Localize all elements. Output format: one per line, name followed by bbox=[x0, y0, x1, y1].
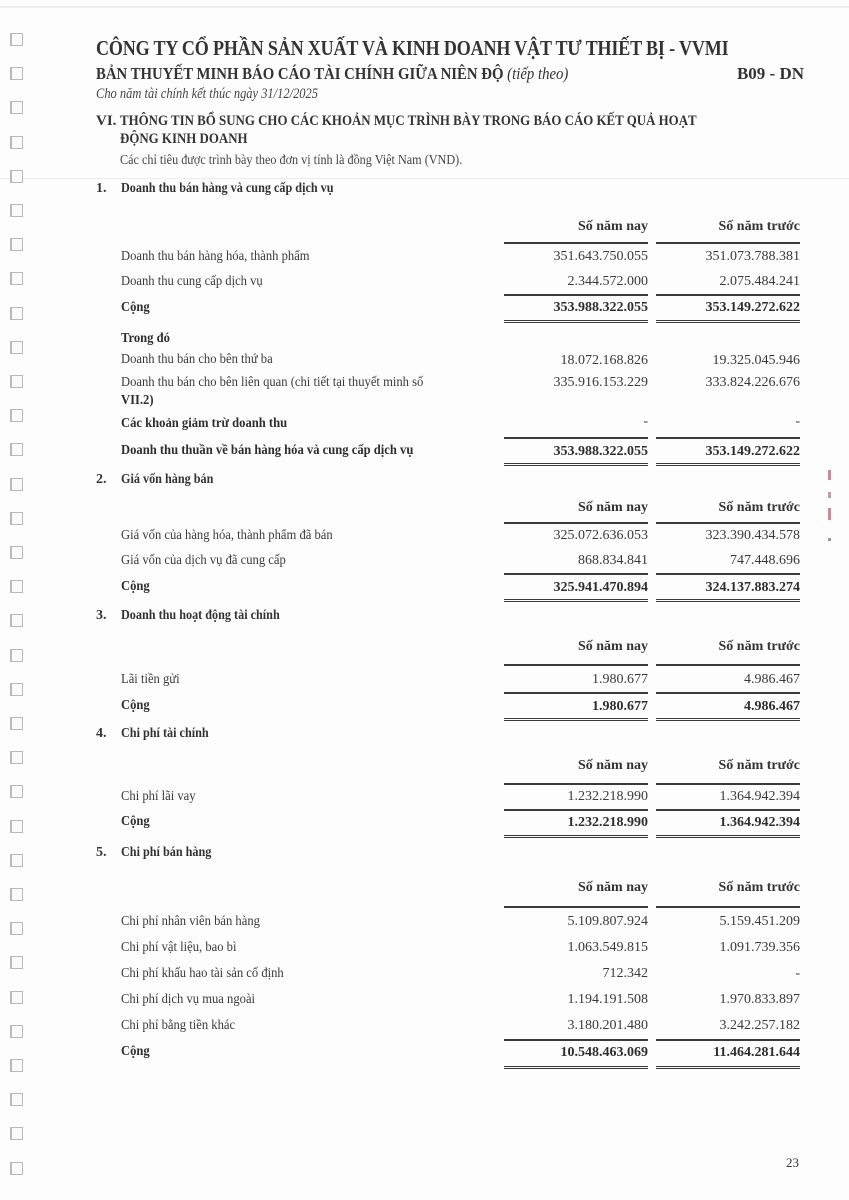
header-rule bbox=[504, 522, 648, 524]
report-title-text: BẢN THUYẾT MINH BÁO CÁO TÀI CHÍNH GIỮA NIÊN ĐỘ bbox=[96, 64, 504, 83]
column-header-current: Số năm nay bbox=[577, 639, 648, 654]
binding-square-icon bbox=[10, 101, 23, 114]
section-title-line1: THÔNG TIN BỔ SUNG CHO CÁC KHOẢN MỤC TRÌNH BÀY TRONG BÁO CÁO KẾT QUẢ HOẠT bbox=[120, 113, 697, 129]
section-title-line2: ĐỘNG KINH DOANH bbox=[120, 131, 248, 147]
binding-square-icon bbox=[10, 1127, 23, 1140]
subtotal-rule bbox=[504, 1039, 648, 1041]
note-title: Chi phí bán hàng bbox=[121, 845, 212, 860]
binding-square-icon bbox=[10, 717, 23, 730]
binding-square-icon bbox=[10, 614, 23, 627]
note-number: 2. bbox=[96, 472, 107, 487]
header-rule bbox=[504, 664, 648, 666]
total-double-rule bbox=[504, 718, 648, 721]
binding-square-icon bbox=[10, 1025, 23, 1038]
column-header-current: Số năm nay bbox=[577, 219, 648, 234]
form-code: B09 - DN bbox=[736, 64, 804, 83]
subtotal-rule bbox=[656, 437, 800, 439]
binding-square-icon bbox=[10, 443, 23, 456]
column-header-prior: Số năm trước bbox=[718, 639, 800, 654]
header-rule bbox=[656, 906, 800, 908]
header-rule bbox=[504, 906, 648, 908]
binding-margin bbox=[10, 0, 32, 1200]
binding-square-icon bbox=[10, 546, 23, 559]
binding-square-icon bbox=[10, 580, 23, 593]
header-rule bbox=[504, 783, 648, 785]
section-number: VI. bbox=[96, 113, 117, 129]
breakdown-title: Trong đó bbox=[121, 331, 170, 346]
page-number: 23 bbox=[786, 1155, 799, 1170]
subtotal-rule bbox=[656, 809, 800, 811]
note-number: 3. bbox=[96, 608, 107, 623]
subtotal-rule bbox=[504, 573, 648, 575]
note-title: Chi phí tài chính bbox=[121, 726, 209, 741]
note-title: Doanh thu hoạt động tài chính bbox=[121, 608, 280, 623]
note-title: Giá vốn hàng bán bbox=[121, 472, 214, 487]
scan-artifact-line bbox=[0, 178, 849, 179]
binding-square-icon bbox=[10, 238, 23, 251]
subtotal-rule bbox=[656, 573, 800, 575]
total-double-rule bbox=[656, 320, 800, 323]
total-double-rule bbox=[656, 835, 800, 838]
report-title bbox=[96, 64, 568, 84]
header-rule bbox=[504, 242, 648, 244]
binding-square-icon bbox=[10, 409, 23, 422]
binding-square-icon bbox=[10, 854, 23, 867]
total-double-rule bbox=[656, 599, 800, 602]
binding-square-icon bbox=[10, 512, 23, 525]
header-rule bbox=[656, 783, 800, 785]
header-rule bbox=[656, 242, 800, 244]
margin-stamp-marks bbox=[826, 420, 838, 570]
currency-note: Các chỉ tiêu được trình bày theo đơn vị tính là đồng Việt Nam (VND). bbox=[120, 153, 463, 168]
binding-square-icon bbox=[10, 751, 23, 764]
company-name: CÔNG TY CỔ PHẦN SẢN XUẤT VÀ KINH DOANH VẬT TƯ THIẾT BỊ - VVMI bbox=[96, 36, 729, 60]
binding-square-icon bbox=[10, 136, 23, 149]
total-double-rule bbox=[504, 320, 648, 323]
binding-square-icon bbox=[10, 649, 23, 662]
scan-artifact-top bbox=[0, 6, 849, 8]
binding-square-icon bbox=[10, 170, 23, 183]
total-double-rule bbox=[504, 835, 648, 838]
report-period: Cho năm tài chính kết thúc ngày 31/12/2025 bbox=[96, 86, 319, 102]
binding-square-icon bbox=[10, 1162, 23, 1175]
total-double-rule bbox=[656, 718, 800, 721]
binding-square-icon bbox=[10, 785, 23, 798]
binding-square-icon bbox=[10, 375, 23, 388]
subtotal-rule bbox=[656, 1039, 800, 1041]
column-header-current: Số năm nay bbox=[577, 758, 648, 773]
binding-square-icon bbox=[10, 204, 23, 217]
column-header-prior: Số năm trước bbox=[718, 500, 800, 515]
binding-square-icon bbox=[10, 888, 23, 901]
binding-square-icon bbox=[10, 341, 23, 354]
binding-square-icon bbox=[10, 956, 23, 969]
subtotal-rule bbox=[656, 294, 800, 296]
binding-square-icon bbox=[10, 67, 23, 80]
subtotal-rule bbox=[504, 809, 648, 811]
binding-square-icon bbox=[10, 922, 23, 935]
subtotal-rule bbox=[504, 437, 648, 439]
binding-square-icon bbox=[10, 1093, 23, 1106]
column-header-current: Số năm nay bbox=[577, 500, 648, 515]
binding-square-icon bbox=[10, 820, 23, 833]
binding-square-icon bbox=[10, 272, 23, 285]
total-double-rule bbox=[504, 599, 648, 602]
subtotal-rule bbox=[504, 692, 648, 694]
column-header-prior: Số năm trước bbox=[718, 219, 800, 234]
subtotal-rule bbox=[504, 294, 648, 296]
binding-square-icon bbox=[10, 991, 23, 1004]
note-number: 1. bbox=[96, 181, 107, 196]
binding-square-icon bbox=[10, 307, 23, 320]
total-double-rule bbox=[504, 1066, 648, 1069]
binding-square-icon bbox=[10, 683, 23, 696]
column-header-prior: Số năm trước bbox=[718, 758, 800, 773]
binding-square-icon bbox=[10, 478, 23, 491]
binding-square-icon bbox=[10, 33, 23, 46]
column-header-current: Số năm nay bbox=[577, 880, 648, 895]
note-title: Doanh thu bán hàng và cung cấp dịch vụ bbox=[121, 181, 334, 196]
total-double-rule bbox=[504, 463, 648, 466]
binding-square-icon bbox=[10, 1059, 23, 1072]
header-rule bbox=[656, 522, 800, 524]
report-title-suffix: (tiếp theo) bbox=[507, 64, 569, 83]
note-number: 4. bbox=[96, 726, 107, 741]
header-rule bbox=[656, 664, 800, 666]
note-number: 5. bbox=[96, 845, 107, 860]
total-double-rule bbox=[656, 463, 800, 466]
column-header-prior: Số năm trước bbox=[718, 880, 800, 895]
total-double-rule bbox=[656, 1066, 800, 1069]
subtotal-rule bbox=[656, 692, 800, 694]
